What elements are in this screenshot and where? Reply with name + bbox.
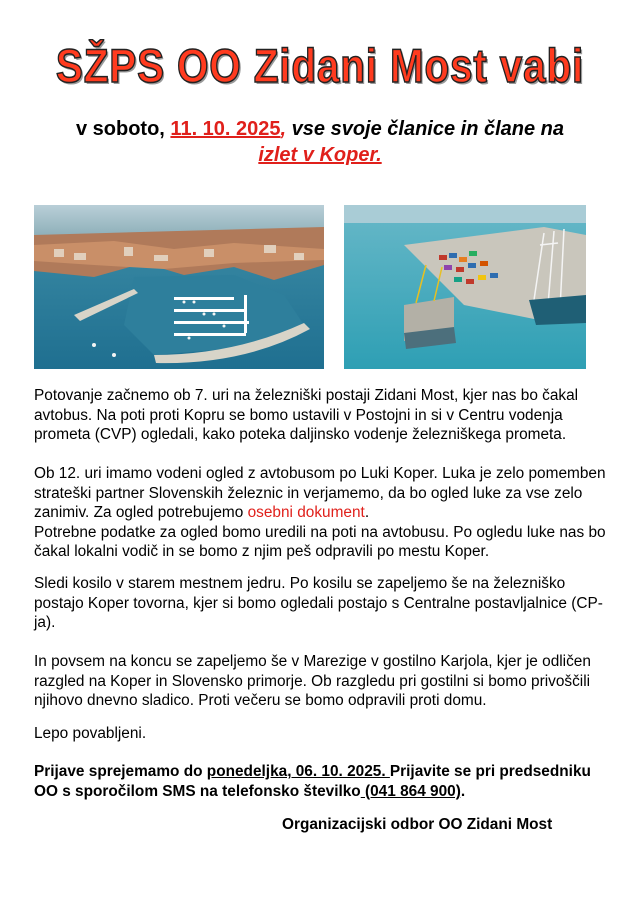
paragraph-lunch: Sledi kosilo v starem mestnem jedru. Po kosilu se zapeljemo še na železniško postajo Koper tovorna, kjer si bomo ogledali postajo s Centralne postavljalnice (CP-ja). [34, 575, 603, 632]
paragraph-port-tour [34, 464, 614, 562]
event-date: 11. 10. 2025 [170, 118, 281, 140]
invitation-suffix: vse svoje članice in člane na [286, 118, 565, 140]
invitation-comma: , [280, 118, 287, 140]
page-title: SŽPS OO Zidani Most vabi [55, 39, 585, 92]
paragraph-marezige: In povsem na koncu se zapeljemo še v Marezige v gostilno Karjola, kjer je odličen razgled na Koper in Slovensko primorje. Ob razgledu pri gostilni si bomo privoščili njihovo dnevno sladico. Proti večeru se bomo odpravili proti domu. [34, 653, 591, 710]
port-tour-text: Ob 12. uri imamo vodeni ogled z avtobusom po Luki Koper. Luka je zelo pomemben strateški partner Slovenskih železnic in verjamemo, da bo ogled luke za vse zelo zanimiv. Za ogled potrebujemo [34, 465, 606, 522]
required-document: osebni dokument [247, 504, 365, 522]
luka-koper-port-photo [344, 205, 586, 369]
trip-destination: izlet v Koper. [258, 144, 382, 166]
registration-phone: (041 864 900) [360, 782, 461, 800]
koper-marina-photo [34, 205, 324, 369]
registration-text-2: Prijavite se pri predsedniku OO s sporočilom SMS na telefonsko številko [34, 763, 591, 800]
invitation-prefix: v soboto, [75, 118, 171, 140]
registration-info [34, 762, 614, 801]
registration-dot: . [460, 782, 466, 800]
invitation-line [0, 118, 640, 141]
paragraph-closing: Lepo povabljeni. [34, 725, 147, 742]
registration-text-1: Prijave sprejemamo do [34, 763, 207, 780]
port-tour-dot: . [364, 504, 370, 522]
port-tour-details: Potrebne podatke za ogled bomo uredili na poti na avtobusu. Po ogledu luke nas bo čakal lokalni vodič in se bomo z njim peš odpravili po mestu Koper. [34, 523, 606, 561]
registration-deadline: 06. 10. 2025. [291, 763, 390, 780]
registration-day: ponedeljka, [206, 763, 292, 780]
signature: Organizacijski odbor OO Zidani Most [282, 816, 553, 833]
paragraph-departure: Potovanje začnemo ob 7. uri na železniški postaji Zidani Most, kjer nas bo čakal avtobus. Na poti proti Kopru se bomo ustavili v Postojni in si v Centru vodenja prometa (CVP) ogledali, kako poteka daljinsko vodenje železniškega prometa. [34, 387, 579, 444]
